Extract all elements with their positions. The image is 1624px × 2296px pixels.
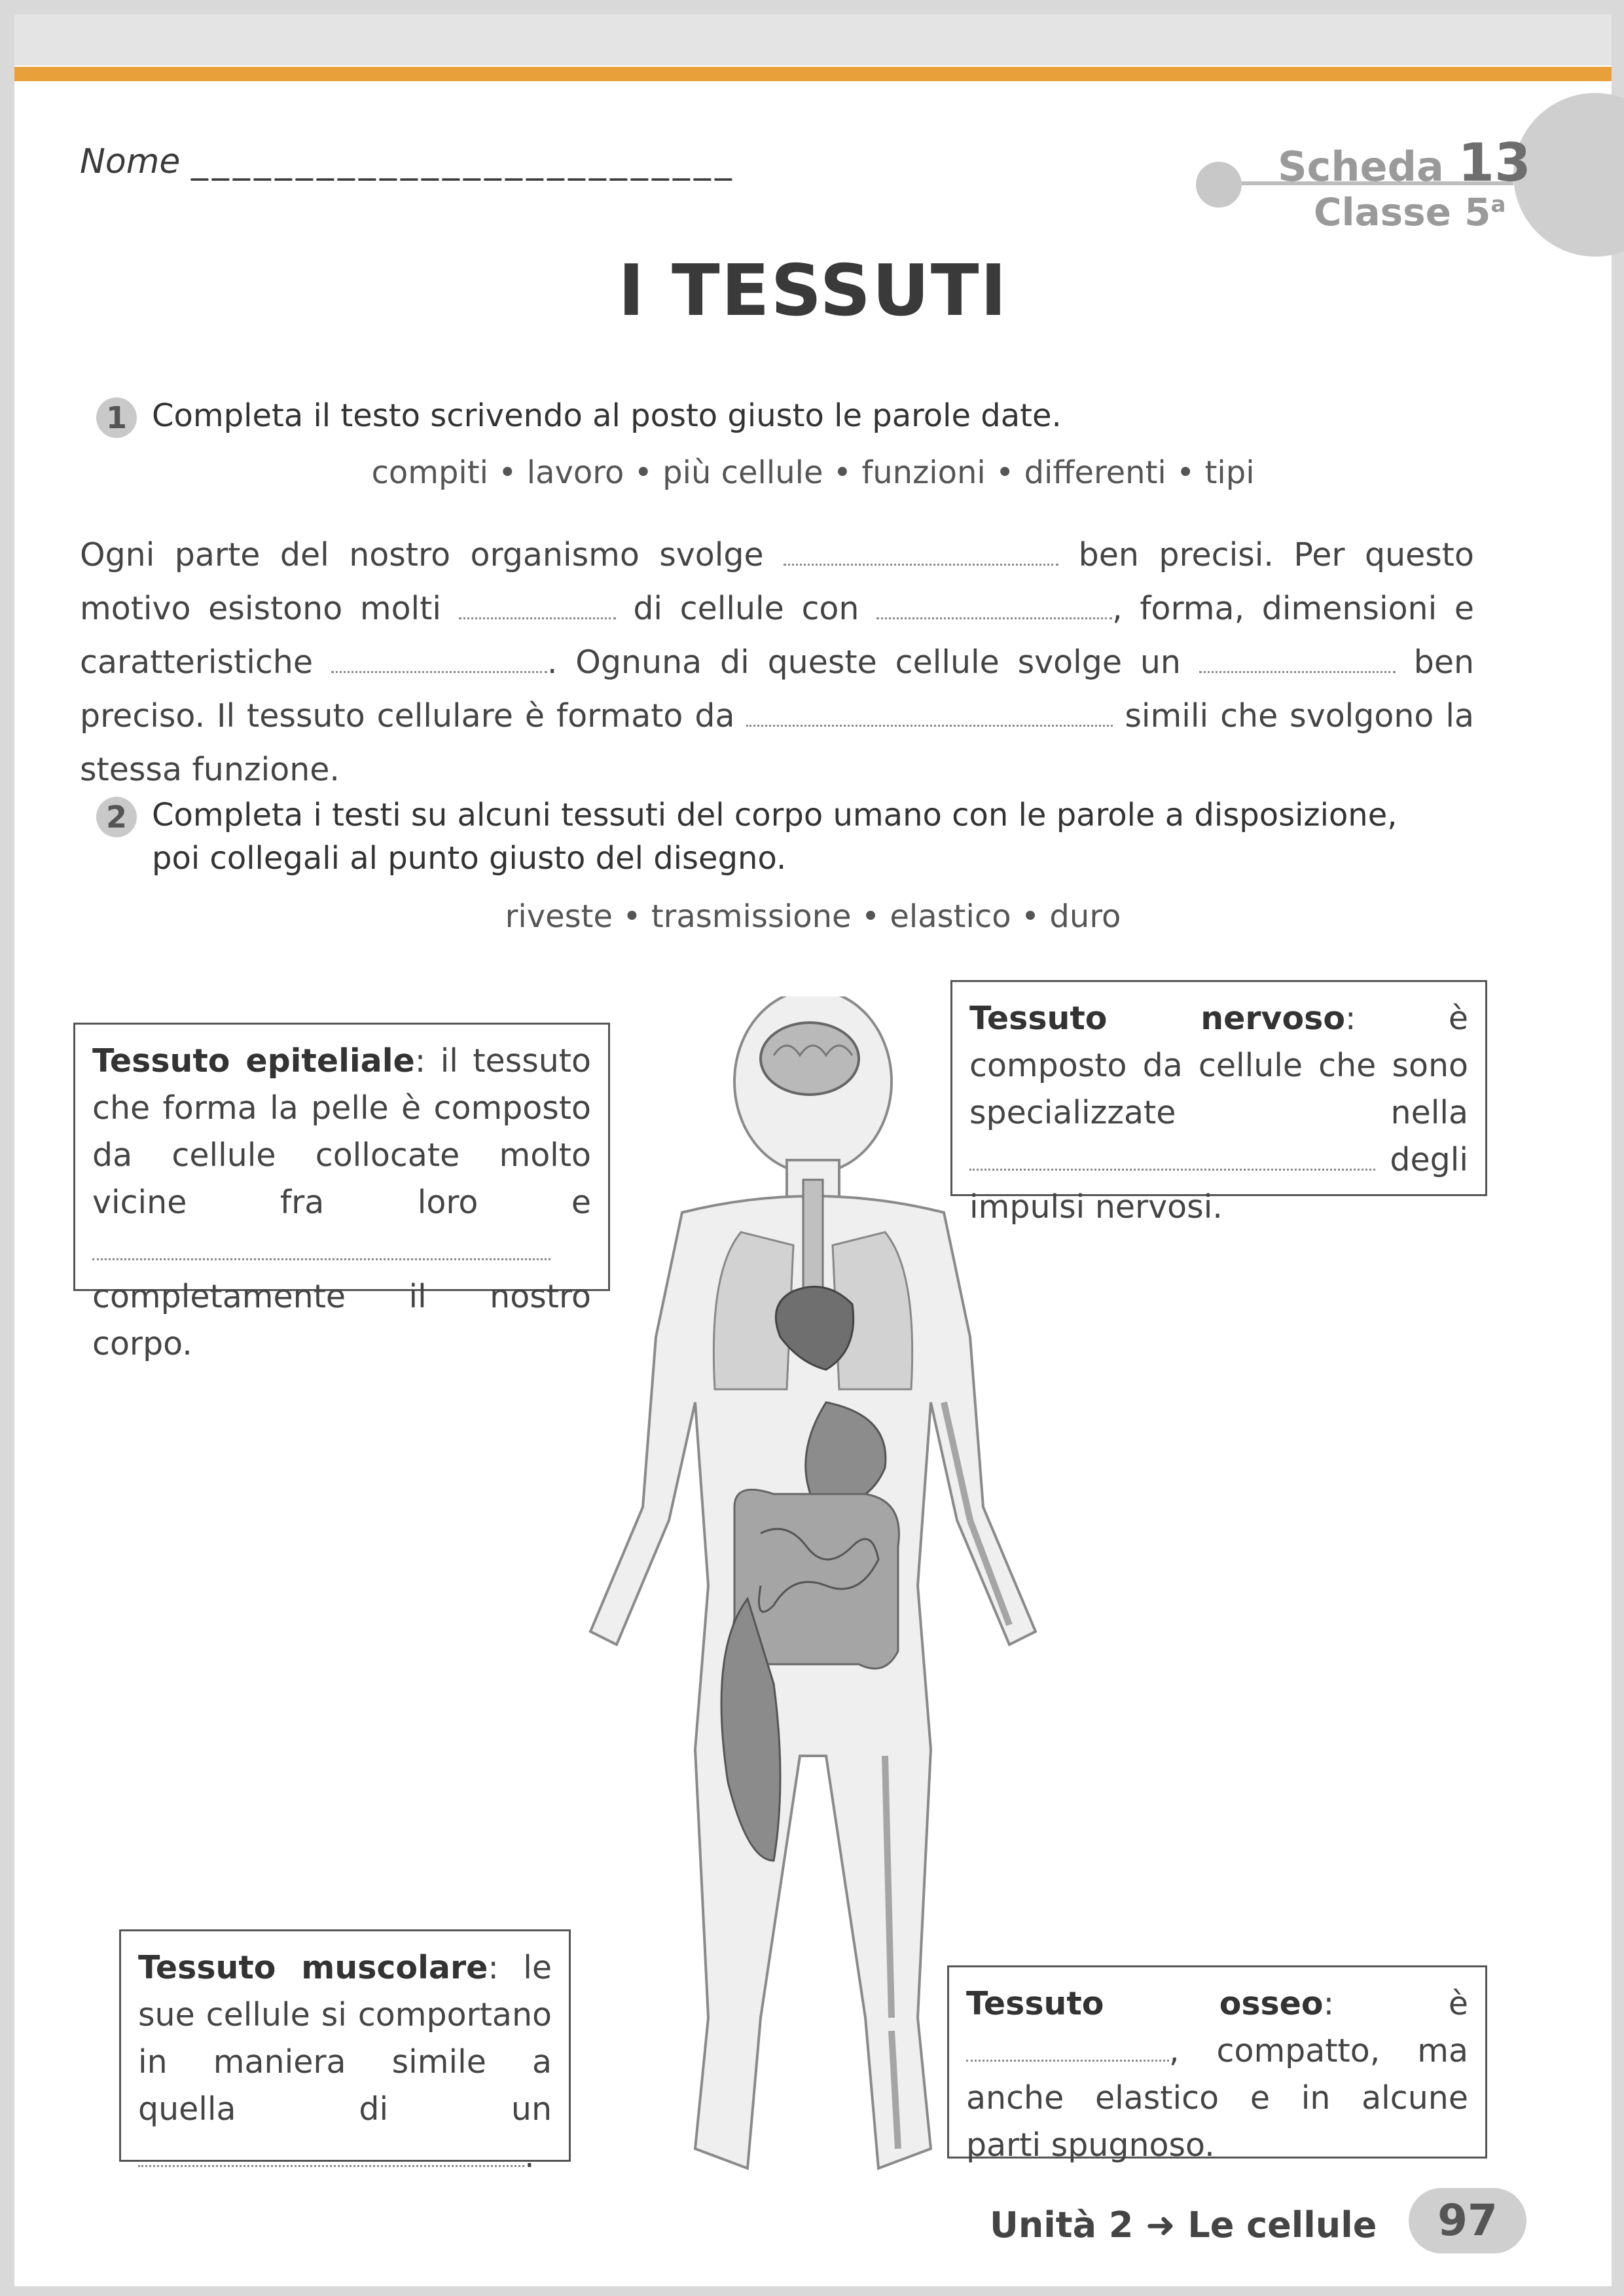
box-text: compatto, ma anche elastico e in alcune parti spugnoso. (966, 2032, 1468, 2164)
box-title: Tessuto epiteliale (92, 1042, 415, 1080)
exercise-1-instruction: Completa il testo scrivendo al posto giusto le parole date. (152, 397, 1062, 434)
exercise-2-word-bank: riveste • trasmissione • elastico • duro (505, 898, 1121, 935)
blank-elastico[interactable] (138, 2141, 524, 2167)
box-text: nella (1390, 1094, 1468, 1131)
blank-3[interactable] (876, 594, 1112, 619)
box-text: completamente il nostro corpo. (92, 1278, 591, 1362)
blank-riveste[interactable] (92, 1235, 550, 1260)
box-tessuto-epiteliale (73, 1023, 610, 1362)
exercise-2-number: 2 (96, 797, 137, 837)
text-segment: ben precisi. Per questo motivo esistono molti (80, 536, 1474, 627)
name-label: Nome (80, 142, 181, 181)
text-segment: . Ognuna di queste cellule svolge un (547, 644, 1181, 681)
box-title: Tessuto muscolare (138, 1949, 488, 1986)
blank-2[interactable] (459, 594, 616, 619)
box-tessuto-nervoso (950, 980, 1487, 1226)
name-line: __________________________ (190, 142, 736, 181)
box-text: : è composto da cellule che sono specializzate (969, 1000, 1468, 1131)
blank-6[interactable] (746, 701, 1113, 727)
box-title: Tessuto osseo (966, 1985, 1324, 2022)
blank-1[interactable] (784, 540, 1058, 566)
box-text: : il tessuto che forma la pelle è composto da cellule collocate molto vicine fra loro (92, 1042, 591, 1221)
worksheet-page (14, 14, 1612, 2286)
box-title: Tessuto nervoso (969, 1000, 1345, 1037)
top-band (14, 14, 1612, 65)
box-text: : le sue cellule si comportano in maniera simile a quella di un (138, 1949, 552, 2128)
worksheet-badge (1278, 132, 1531, 193)
blank-duro[interactable] (966, 2036, 1169, 2062)
box-tessuto-muscolare (119, 1929, 571, 2175)
name-field[interactable] (80, 142, 736, 181)
class-text: Classe 5 (1314, 190, 1491, 234)
text-segment: simili che svolgono la stessa funzione. (80, 697, 1474, 788)
page-title: I TESSUTI (618, 250, 1008, 332)
orange-header-bar (14, 67, 1612, 81)
page-number: 97 (1409, 2188, 1526, 2253)
exercise-1-text (80, 528, 1474, 797)
box-text: , (1169, 2032, 1180, 2069)
footer-unit (990, 2204, 1377, 2246)
exercise-1-word-bank: compiti • lavoro • più cellule • funzioni • differenti • tipi (371, 454, 1255, 491)
text-segment: , forma, dimensioni e caratteristiche (80, 590, 1475, 681)
blank-5[interactable] (1199, 647, 1396, 673)
instruction-line-2: poi collegali al punto giusto del disegno. (152, 840, 787, 877)
class-label (1314, 190, 1506, 234)
text-segment: di cellule con (633, 590, 859, 627)
brain-icon (761, 1023, 859, 1095)
box-text: e (571, 1184, 591, 1221)
scheda-label: Scheda (1278, 143, 1444, 191)
box-text: : è (1323, 1985, 1469, 2022)
blank-4[interactable] (331, 647, 547, 673)
footer-unit-topic: Le cellule (1187, 2204, 1377, 2246)
box-tessuto-osseo (947, 1965, 1487, 2164)
class-sup: a (1490, 191, 1506, 218)
text-segment: Ogni parte del nostro organismo svolge (80, 536, 764, 574)
footer-unit-label: Unità 2 (990, 2204, 1134, 2246)
text-segment: ben preciso. Il tessuto cellulare è formato da (80, 644, 1475, 735)
blank-trasmissione[interactable] (969, 1145, 1375, 1171)
trachea-icon (803, 1180, 823, 1291)
box-text: degli impulsi nervosi. (969, 1141, 1468, 1226)
exercise-1-number: 1 (96, 397, 137, 438)
exercise-2-instruction (152, 793, 1398, 880)
badge-decoration-dot (1196, 162, 1242, 208)
box-text: . (524, 2138, 535, 2175)
arrow-right-icon: ➜ (1146, 2204, 1176, 2246)
scheda-number: 13 (1458, 132, 1531, 193)
instruction-line-1: Completa i testi su alcuni tessuti del corpo umano con le parole a disposizione, (152, 797, 1398, 833)
